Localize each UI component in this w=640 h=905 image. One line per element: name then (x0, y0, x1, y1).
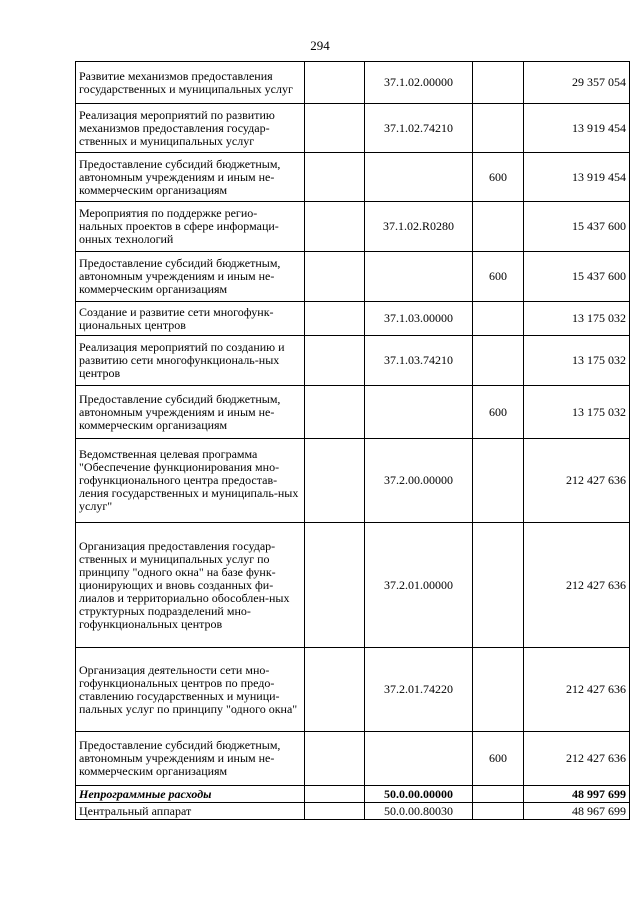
row-amount: 48 997 699 (524, 786, 630, 803)
table-row (76, 104, 630, 153)
row-amount: 212 427 636 (524, 648, 630, 732)
row-blank-cell (305, 523, 365, 648)
row-blank-cell (305, 336, 365, 386)
row-blank-cell (305, 732, 365, 786)
row-blank-cell (305, 153, 365, 202)
table-row (76, 252, 630, 302)
row-code: 50.0.00.80030 (365, 803, 473, 820)
row-name: Реализация мероприятий по созданию и развитию сети многофункциональ-ных центров (76, 336, 305, 386)
row-amount: 212 427 636 (524, 732, 630, 786)
row-blank-cell (305, 62, 365, 104)
row-type (473, 336, 524, 386)
row-name: Предоставление субсидий бюджетным, автономным учреждениям и иным не-коммерческим организациям (76, 252, 305, 302)
row-amount: 29 357 054 (524, 62, 630, 104)
row-amount: 15 437 600 (524, 202, 630, 252)
row-name: Ведомственная целевая программа "Обеспечение функционирования мно-гофункционального центра предостав-ления государственных и муниципаль-ных услуг" (76, 439, 305, 523)
table-row-nonprogram-total (76, 786, 630, 803)
row-code (365, 732, 473, 786)
table-row (76, 803, 630, 820)
row-blank-cell (305, 803, 365, 820)
row-amount: 48 967 699 (524, 803, 630, 820)
row-blank-cell (305, 648, 365, 732)
table-row (76, 302, 630, 336)
row-name: Организация деятельности сети мно-гофункциональных центров по предо-ставлению государственных и муници-пальных услуг по принципу "одного окна" (76, 648, 305, 732)
row-code: 37.1.03.00000 (365, 302, 473, 336)
row-name: Организация предоставления государ-ственных и муниципальных услуг по принципу "одного окна" на базе функ-ционирующих и вновь созданных фи-лиалов и территориально обособлен-ных структурных подразделений мно-гофункциональных центров (76, 523, 305, 648)
row-name: Мероприятия по поддержке регио-нальных проектов в сфере информаци-онных технологий (76, 202, 305, 252)
row-amount: 212 427 636 (524, 523, 630, 648)
row-code: 50.0.00.00000 (365, 786, 473, 803)
row-name: Предоставление субсидий бюджетным, автономным учреждениям и иным не-коммерческим организациям (76, 732, 305, 786)
row-amount: 13 175 032 (524, 336, 630, 386)
row-amount: 13 175 032 (524, 302, 630, 336)
table-row (76, 648, 630, 732)
table-row (76, 523, 630, 648)
row-type: 600 (473, 153, 524, 202)
row-type (473, 786, 524, 803)
row-code: 37.2.00.00000 (365, 439, 473, 523)
row-blank-cell (305, 202, 365, 252)
row-type (473, 648, 524, 732)
table-row (76, 336, 630, 386)
row-code (365, 153, 473, 202)
row-blank-cell (305, 302, 365, 336)
row-blank-cell (305, 252, 365, 302)
row-code: 37.2.01.74220 (365, 648, 473, 732)
row-name: Непрограммные расходы (76, 786, 305, 803)
row-amount: 13 175 032 (524, 386, 630, 439)
row-blank-cell (305, 104, 365, 153)
row-amount: 212 427 636 (524, 439, 630, 523)
table-row (76, 153, 630, 202)
row-type: 600 (473, 386, 524, 439)
table-row (76, 732, 630, 786)
row-code: 37.1.03.74210 (365, 336, 473, 386)
row-blank-cell (305, 439, 365, 523)
table-row (76, 202, 630, 252)
row-type (473, 302, 524, 336)
row-name: Предоставление субсидий бюджетным, автономным учреждениям и иным не-коммерческим организациям (76, 386, 305, 439)
row-amount: 13 919 454 (524, 153, 630, 202)
table-row (76, 62, 630, 104)
row-type: 600 (473, 252, 524, 302)
row-type (473, 104, 524, 153)
row-amount: 15 437 600 (524, 252, 630, 302)
row-type (473, 523, 524, 648)
table-row (76, 439, 630, 523)
row-type (473, 803, 524, 820)
row-name: Предоставление субсидий бюджетным, автономным учреждениям и иным не-коммерческим организациям (76, 153, 305, 202)
row-name: Развитие механизмов предоставления государственных и муниципальных услуг (76, 62, 305, 104)
row-name: Создание и развитие сети многофунк-циональных центров (76, 302, 305, 336)
row-code: 37.1.02.00000 (365, 62, 473, 104)
row-code: 37.2.01.00000 (365, 523, 473, 648)
row-name: Реализация мероприятий по развитию механизмов предоставления государ-ственных и муниципальных услуг (76, 104, 305, 153)
row-code (365, 386, 473, 439)
table-row (76, 386, 630, 439)
row-amount: 13 919 454 (524, 104, 630, 153)
page-number: 294 (310, 38, 330, 53)
row-blank-cell (305, 386, 365, 439)
row-type (473, 202, 524, 252)
row-blank-cell (305, 786, 365, 803)
row-code: 37.1.02.R0280 (365, 202, 473, 252)
row-type: 600 (473, 732, 524, 786)
budget-table (75, 61, 630, 820)
row-type (473, 439, 524, 523)
row-name: Центральный аппарат (76, 803, 305, 820)
row-code (365, 252, 473, 302)
row-code: 37.1.02.74210 (365, 104, 473, 153)
row-type (473, 62, 524, 104)
